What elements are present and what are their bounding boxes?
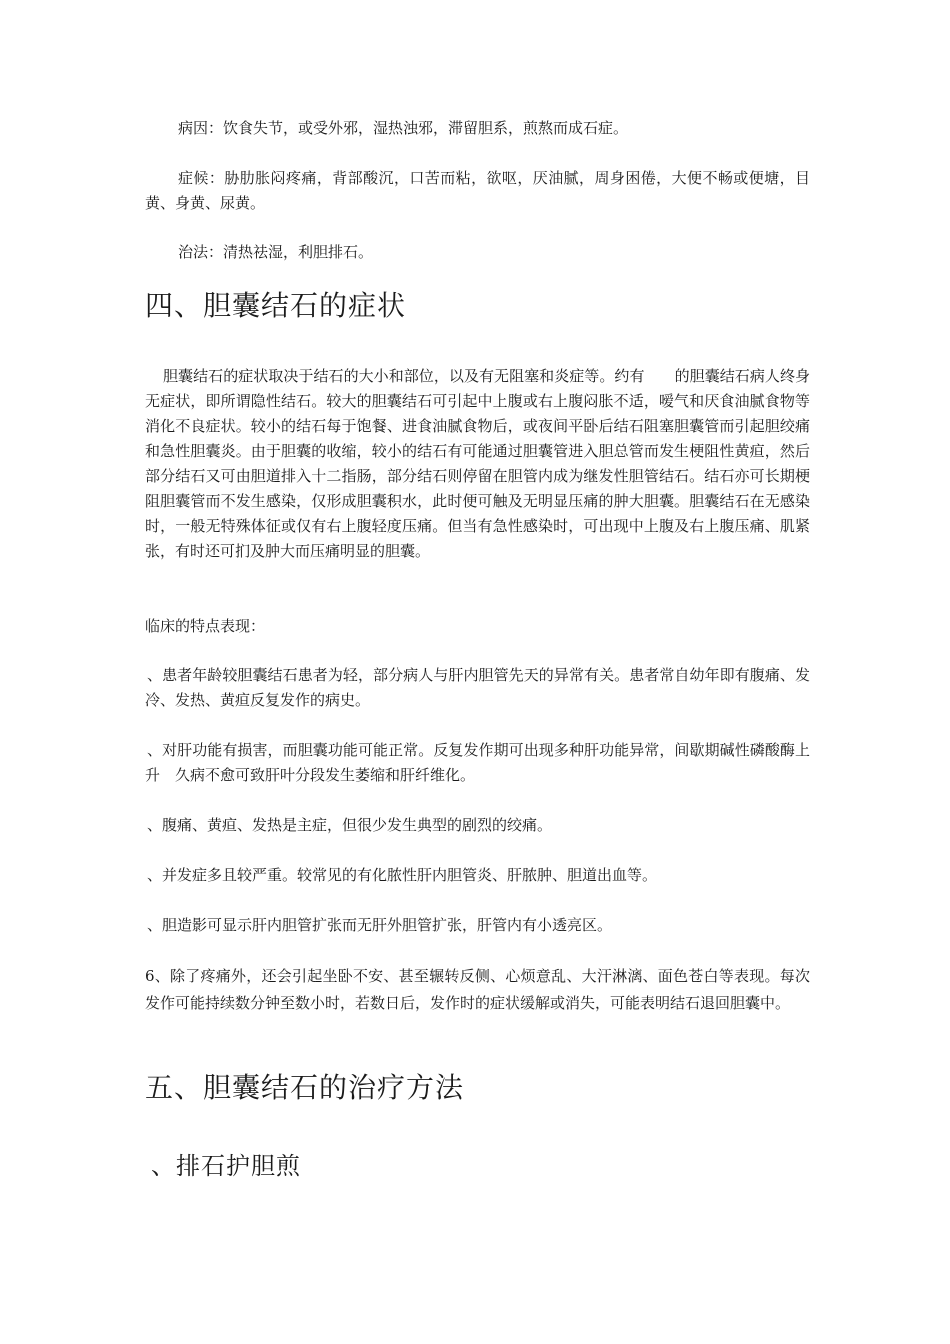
symptoms-paragraph: 症候：胁肋胀闷疼痛，背部酸沉，口苦而粘，欲呕，厌油腻，周身困倦，大便不畅或便塘，目黄、身黄、尿黄。	[145, 169, 810, 212]
section-5-heading: 五、胆囊结石的治疗方法	[145, 1071, 465, 1104]
feature-item-4: 、并发症多且较严重。较常见的有化脓性肝内胆管炎、肝脓肿、胆道出血等。	[147, 866, 658, 884]
section-5-subheading: 、排石护胆煎	[151, 1152, 301, 1180]
feature-item-3: 、腹痛、黄疸、发热是主症，但很少发生典型的剧烈的绞痛。	[147, 816, 553, 834]
cause-paragraph: 病因：饮食失节，或受外邪，湿热浊邪，滞留胆系，煎熬而成石症。	[178, 119, 629, 137]
section-4-heading: 四、胆囊结石的症状	[145, 289, 407, 322]
features-label: 临床的特点表现：	[145, 617, 266, 635]
feature-item-6: 6、除了疼痛外，还会引起坐卧不安、甚至辗转反侧、心烦意乱、大汗淋漓、面色苍白等表现。每次发作可能持续数分钟至数小时，若数日后，发作时的症状缓解或消失，可能表明结石退回胆囊中。	[145, 967, 810, 1012]
treatment-paragraph: 治法：清热祛湿，利胆排石。	[178, 243, 374, 261]
feature-item-5: 、胆造影可显示肝内胆管扩张而无肝外胆管扩张，肝管内有小透亮区。	[147, 916, 613, 934]
section-4-intro-paragraph: 胆囊结石的症状取决于结石的大小和部位，以及有无阻塞和炎症等。约有 的胆囊结石病人终身无症状，即所谓隐性结石。较大的胆囊结石可引起中上腹或右上腹闷胀不适，嗳气和厌食油腻食物等消化不良症状。较小的结石每于饱餐、进食油腻食物后，或夜间平卧后结石阻塞胆囊管而引起胆绞痛和急性胆囊炎。由于胆囊的收缩，较小的结石有可能通过胆囊管进入胆总管而发生梗阻性黄疸，然后部分结石又可由胆道排入十二指肠，部分结石则停留在胆管内成为继发性胆管结石。结石亦可长期梗阻胆囊管而不发生感染，仅形成胆囊积水，此时便可触及无明显压痛的肿大胆囊。胆囊结石在无感染时，一般无特殊体征或仅有右上腹轻度压痛。但当有急性感染时，可出现中上腹及右上腹压痛、肌紧张，有时还可扪及肿大而压痛明显的胆囊。	[145, 367, 810, 560]
feature-item-2: 、对肝功能有损害，而胆囊功能可能正常。反复发作期可出现多种肝功能异常，间歇期碱性磷酸酶上升 久病不愈可致肝叶分段发生萎缩和肝纤维化。	[145, 741, 810, 784]
feature-item-1: 、患者年龄较胆囊结石患者为轻，部分病人与肝内胆管先天的异常有关。患者常自幼年即有腹痛、发冷、发热、黄疸反复发作的病史。	[145, 666, 810, 709]
